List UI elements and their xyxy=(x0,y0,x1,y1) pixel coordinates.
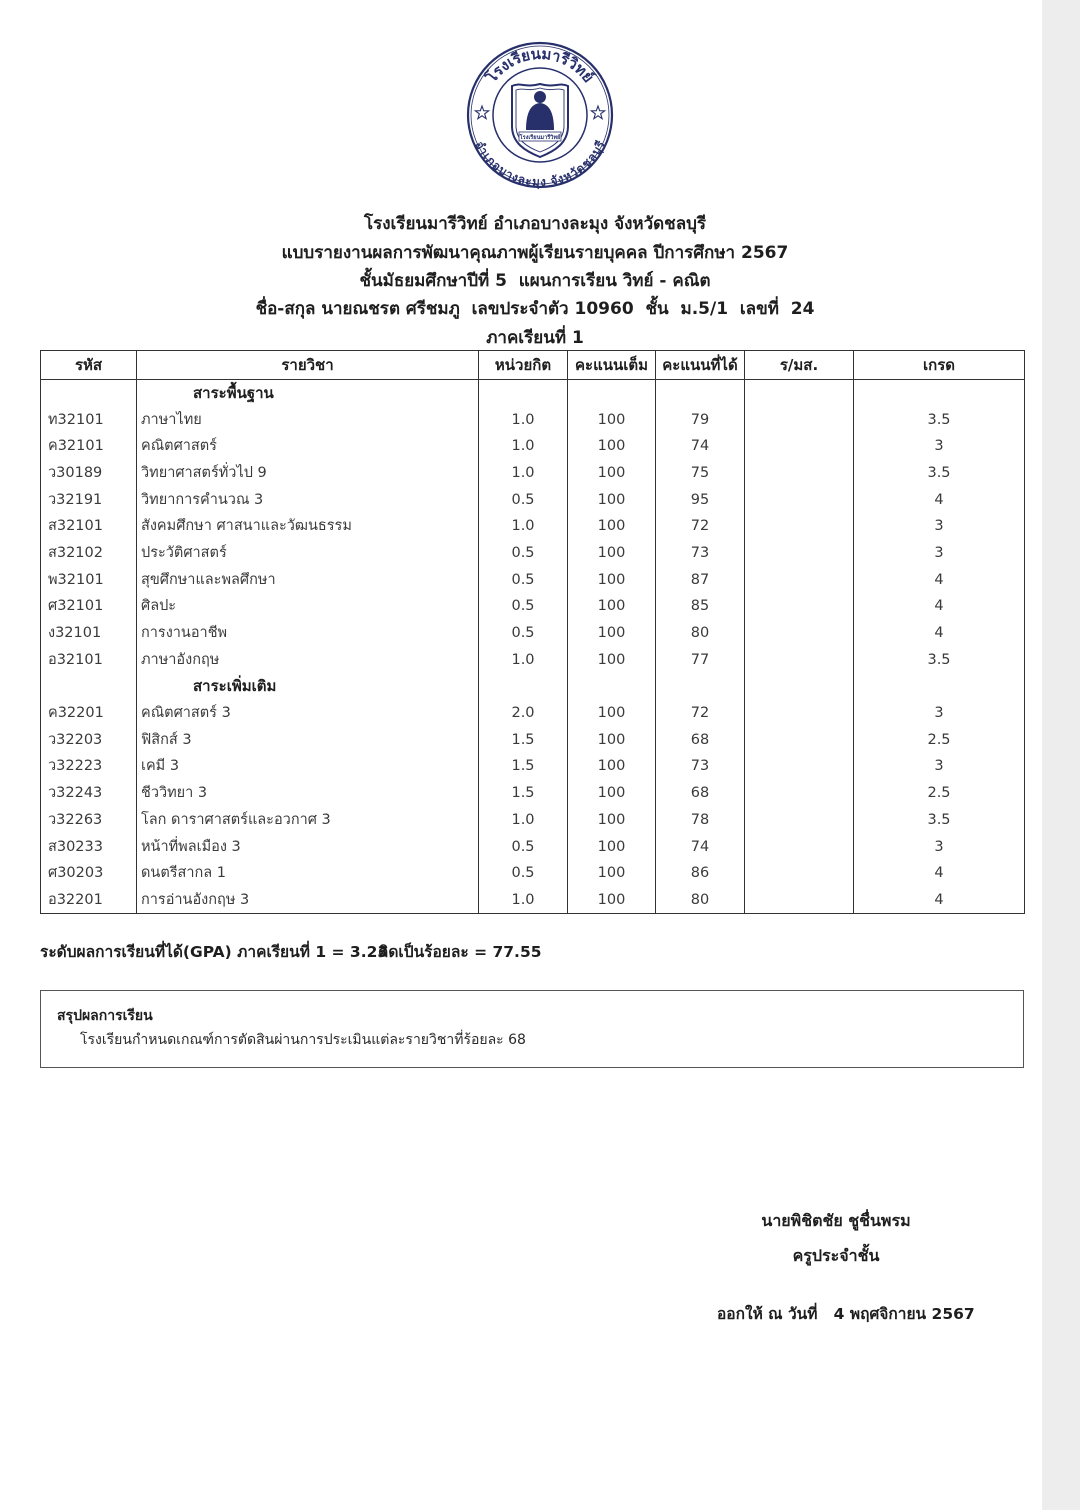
subject-code-cell: ศ32101 xyxy=(41,593,137,620)
full-score-cell: 100 xyxy=(568,887,656,914)
full-score-cell: 100 xyxy=(568,646,656,673)
rms-cell xyxy=(745,593,854,620)
subject-row xyxy=(41,753,1025,780)
empty-cell xyxy=(568,673,656,700)
subject-row xyxy=(41,566,1025,593)
empty-cell xyxy=(656,380,745,407)
credit-cell: 0.5 xyxy=(479,833,568,860)
full-score-cell: 100 xyxy=(568,566,656,593)
gpa-percent: คิดเป็นร้อยละ = 77.55 xyxy=(378,943,542,961)
credit-cell: 0.5 xyxy=(479,620,568,647)
subject-code-cell: พ32101 xyxy=(41,566,137,593)
section-title: สาระพื้นฐาน xyxy=(137,380,479,407)
empty-cell xyxy=(656,673,745,700)
rms-cell xyxy=(745,780,854,807)
table-header-row xyxy=(41,351,1025,380)
school-seal-logo xyxy=(466,40,614,190)
rms-cell xyxy=(745,486,854,513)
subject-row xyxy=(41,406,1025,433)
subject-code-cell: ว32203 xyxy=(41,726,137,753)
teacher-role: ครูประจำชั้น xyxy=(792,1246,880,1265)
grades-table xyxy=(40,350,1025,914)
rms-cell xyxy=(745,646,854,673)
subject-name-cell: วิทยาการคำนวณ 3 xyxy=(137,486,479,513)
grade-cell: 4 xyxy=(854,860,1025,887)
full-score-cell: 100 xyxy=(568,833,656,860)
subject-row xyxy=(41,486,1025,513)
figure-head-icon xyxy=(534,91,546,103)
rms-cell xyxy=(745,566,854,593)
grade-cell: 2.5 xyxy=(854,726,1025,753)
full-score-cell: 100 xyxy=(568,753,656,780)
empty-cell xyxy=(745,673,854,700)
score-cell: 87 xyxy=(656,566,745,593)
empty-cell xyxy=(854,380,1025,407)
subject-code-cell: ส32101 xyxy=(41,513,137,540)
score-cell: 72 xyxy=(656,700,745,727)
credit-cell: 0.5 xyxy=(479,486,568,513)
empty-cell xyxy=(854,673,1025,700)
subject-name-cell: การงานอาชีพ xyxy=(137,620,479,647)
subject-code-cell: อ32101 xyxy=(41,646,137,673)
section-title: สาระเพิ่มเติม xyxy=(137,673,479,700)
subject-code-cell: ว32223 xyxy=(41,753,137,780)
subject-name-cell: คณิตศาสตร์ 3 xyxy=(137,700,479,727)
issue-date: ออกให้ ณ วันที่ 4 พฤศจิกายน 2567 xyxy=(717,1305,975,1323)
score-cell: 74 xyxy=(656,433,745,460)
subject-name-cell: ฟิสิกส์ 3 xyxy=(137,726,479,753)
left-star-icon xyxy=(475,106,488,119)
subject-name-cell: สุขศึกษาและพลศึกษา xyxy=(137,566,479,593)
score-cell: 85 xyxy=(656,593,745,620)
subject-code-cell: ง32101 xyxy=(41,620,137,647)
figure-body-icon xyxy=(526,103,554,130)
summary-box xyxy=(40,990,1024,1068)
empty-cell xyxy=(41,380,137,407)
empty-cell xyxy=(479,673,568,700)
full-score-cell: 100 xyxy=(568,460,656,487)
empty-cell xyxy=(479,380,568,407)
credit-cell: 1.0 xyxy=(479,433,568,460)
teacher-name: นายพิชิตชัย ชูชื่นพรม xyxy=(761,1211,911,1230)
subject-row xyxy=(41,833,1025,860)
column-header-grade: เกรด xyxy=(854,351,1025,380)
student-info-line: ชื่อ-สกุล นายณชรต ศรีชมภู เลขประจำตัว 10960 ชั้น ม.5/1 เลขที่ 24 xyxy=(255,299,815,319)
score-cell: 77 xyxy=(656,646,745,673)
subject-name-cell: หน้าที่พลเมือง 3 xyxy=(137,833,479,860)
credit-cell: 1.0 xyxy=(479,406,568,433)
subject-code-cell: ค32101 xyxy=(41,433,137,460)
subject-name-cell: วิทยาศาสตร์ทั่วไป 9 xyxy=(137,460,479,487)
score-cell: 72 xyxy=(656,513,745,540)
credit-cell: 0.5 xyxy=(479,540,568,567)
subject-code-cell: อ32201 xyxy=(41,887,137,914)
credit-cell: 1.0 xyxy=(479,646,568,673)
full-score-cell: 100 xyxy=(568,406,656,433)
column-header-credit: หน่วยกิต xyxy=(479,351,568,380)
score-cell: 68 xyxy=(656,726,745,753)
subject-code-cell: ว30189 xyxy=(41,460,137,487)
full-score-cell: 100 xyxy=(568,486,656,513)
seal-top-text: โรงเรียนมารีวิทย์ xyxy=(482,44,598,87)
full-score-cell: 100 xyxy=(568,593,656,620)
rms-cell xyxy=(745,540,854,567)
seal-bottom-text: อำเภอบางละมุง จังหวัดชลบุรี xyxy=(472,138,608,189)
page-edge-strip xyxy=(1042,0,1080,1510)
full-score-cell: 100 xyxy=(568,780,656,807)
column-header-score: คะแนนที่ได้ xyxy=(656,351,745,380)
full-score-cell: 100 xyxy=(568,620,656,647)
subject-name-cell: คณิตศาสตร์ xyxy=(137,433,479,460)
rms-cell xyxy=(745,460,854,487)
grade-cell: 3 xyxy=(854,433,1025,460)
subject-code-cell: ส30233 xyxy=(41,833,137,860)
subject-name-cell: ภาษาไทย xyxy=(137,406,479,433)
score-cell: 78 xyxy=(656,807,745,834)
grade-cell: 2.5 xyxy=(854,780,1025,807)
subject-row xyxy=(41,700,1025,727)
subject-name-cell: โลก ดาราศาสตร์และอวกาศ 3 xyxy=(137,807,479,834)
credit-cell: 0.5 xyxy=(479,860,568,887)
rms-cell xyxy=(745,807,854,834)
subject-name-cell: ชีววิทยา 3 xyxy=(137,780,479,807)
subject-row xyxy=(41,620,1025,647)
grade-cell: 4 xyxy=(854,566,1025,593)
grade-cell: 3 xyxy=(854,700,1025,727)
grades-table-body xyxy=(41,380,1025,914)
empty-cell xyxy=(745,380,854,407)
score-cell: 73 xyxy=(656,753,745,780)
subject-code-cell: ศ30203 xyxy=(41,860,137,887)
credit-cell: 1.0 xyxy=(479,887,568,914)
score-cell: 86 xyxy=(656,860,745,887)
rms-cell xyxy=(745,513,854,540)
subject-name-cell: เคมี 3 xyxy=(137,753,479,780)
credit-cell: 1.0 xyxy=(479,513,568,540)
score-cell: 68 xyxy=(656,780,745,807)
rms-cell xyxy=(745,700,854,727)
subject-name-cell: ภาษาอังกฤษ xyxy=(137,646,479,673)
school-name: โรงเรียนมารีวิทย์ อำเภอบางละมุง จังหวัดชลบุรี xyxy=(363,214,707,234)
score-cell: 75 xyxy=(656,460,745,487)
grade-cell: 3.5 xyxy=(854,406,1025,433)
grade-cell: 4 xyxy=(854,887,1025,914)
subject-row xyxy=(41,513,1025,540)
credit-cell: 2.0 xyxy=(479,700,568,727)
full-score-cell: 100 xyxy=(568,807,656,834)
rms-cell xyxy=(745,753,854,780)
full-score-cell: 100 xyxy=(568,726,656,753)
gpa-label: ระดับผลการเรียนที่ได้(GPA) ภาคเรียนที่ 1 = 3.23 xyxy=(40,943,389,961)
grade-cell: 3.5 xyxy=(854,646,1025,673)
credit-cell: 1.0 xyxy=(479,460,568,487)
column-header-full-score: คะแนนเต็ม xyxy=(568,351,656,380)
full-score-cell: 100 xyxy=(568,433,656,460)
score-cell: 80 xyxy=(656,620,745,647)
class-level-line: ชั้นมัธยมศึกษาปีที่ 5 แผนการเรียน วิทย์ - คณิต xyxy=(359,271,711,291)
subject-name-cell: การอ่านอังกฤษ 3 xyxy=(137,887,479,914)
score-cell: 80 xyxy=(656,887,745,914)
subject-name-cell: สังคมศึกษา ศาสนาและวัฒนธรรม xyxy=(137,513,479,540)
subject-row xyxy=(41,460,1025,487)
grade-cell: 4 xyxy=(854,593,1025,620)
credit-cell: 1.5 xyxy=(479,780,568,807)
subject-row xyxy=(41,540,1025,567)
rms-cell xyxy=(745,860,854,887)
subject-code-cell: ส32102 xyxy=(41,540,137,567)
full-score-cell: 100 xyxy=(568,513,656,540)
subject-row xyxy=(41,726,1025,753)
subject-name-cell: ดนตรีสากล 1 xyxy=(137,860,479,887)
column-header-code: รหัส xyxy=(41,351,137,380)
score-cell: 79 xyxy=(656,406,745,433)
subject-row xyxy=(41,780,1025,807)
full-score-cell: 100 xyxy=(568,540,656,567)
subject-code-cell: ค32201 xyxy=(41,700,137,727)
subject-row xyxy=(41,593,1025,620)
grade-cell: 4 xyxy=(854,486,1025,513)
credit-cell: 1.5 xyxy=(479,726,568,753)
section-heading-row xyxy=(41,380,1025,407)
credit-cell: 0.5 xyxy=(479,566,568,593)
score-cell: 73 xyxy=(656,540,745,567)
score-cell: 74 xyxy=(656,833,745,860)
shield-banner-text: โรงเรียนมารีวิทย์ xyxy=(519,135,561,141)
subject-row xyxy=(41,646,1025,673)
rms-cell xyxy=(745,887,854,914)
subject-row xyxy=(41,807,1025,834)
subject-code-cell: ว32243 xyxy=(41,780,137,807)
full-score-cell: 100 xyxy=(568,860,656,887)
shield-emblem xyxy=(512,84,568,157)
grade-cell: 3 xyxy=(854,753,1025,780)
subject-code-cell: ว32263 xyxy=(41,807,137,834)
semester-label: ภาคเรียนที่ 1 xyxy=(486,328,584,348)
grade-cell: 3.5 xyxy=(854,460,1025,487)
summary-text: โรงเรียนกำหนดเกณฑ์การตัดสินผ่านการประเมินแต่ละรายวิชาที่ร้อยละ 68 xyxy=(80,1032,526,1048)
rms-cell xyxy=(745,726,854,753)
subject-code-cell: ท32101 xyxy=(41,406,137,433)
grade-cell: 3.5 xyxy=(854,807,1025,834)
rms-cell xyxy=(745,433,854,460)
score-cell: 95 xyxy=(656,486,745,513)
summary-title: สรุปผลการเรียน xyxy=(57,1008,153,1024)
subject-row xyxy=(41,887,1025,914)
rms-cell xyxy=(745,620,854,647)
rms-cell xyxy=(745,833,854,860)
credit-cell: 1.0 xyxy=(479,807,568,834)
subject-row xyxy=(41,860,1025,887)
credit-cell: 0.5 xyxy=(479,593,568,620)
section-heading-row xyxy=(41,673,1025,700)
rms-cell xyxy=(745,406,854,433)
report-title: แบบรายงานผลการพัฒนาคุณภาพผู้เรียนรายบุคคล ปีการศึกษา 2567 xyxy=(281,243,789,263)
column-header-rms: ร/มส. xyxy=(745,351,854,380)
grade-cell: 3 xyxy=(854,833,1025,860)
grade-cell: 3 xyxy=(854,540,1025,567)
empty-cell xyxy=(568,380,656,407)
subject-row xyxy=(41,433,1025,460)
grade-cell: 3 xyxy=(854,513,1025,540)
empty-cell xyxy=(41,673,137,700)
full-score-cell: 100 xyxy=(568,700,656,727)
grade-cell: 4 xyxy=(854,620,1025,647)
credit-cell: 1.5 xyxy=(479,753,568,780)
subject-name-cell: ประวัติศาสตร์ xyxy=(137,540,479,567)
subject-code-cell: ว32191 xyxy=(41,486,137,513)
subject-name-cell: ศิลปะ xyxy=(137,593,479,620)
column-header-subject: รายวิชา xyxy=(137,351,479,380)
right-star-icon xyxy=(591,106,604,119)
